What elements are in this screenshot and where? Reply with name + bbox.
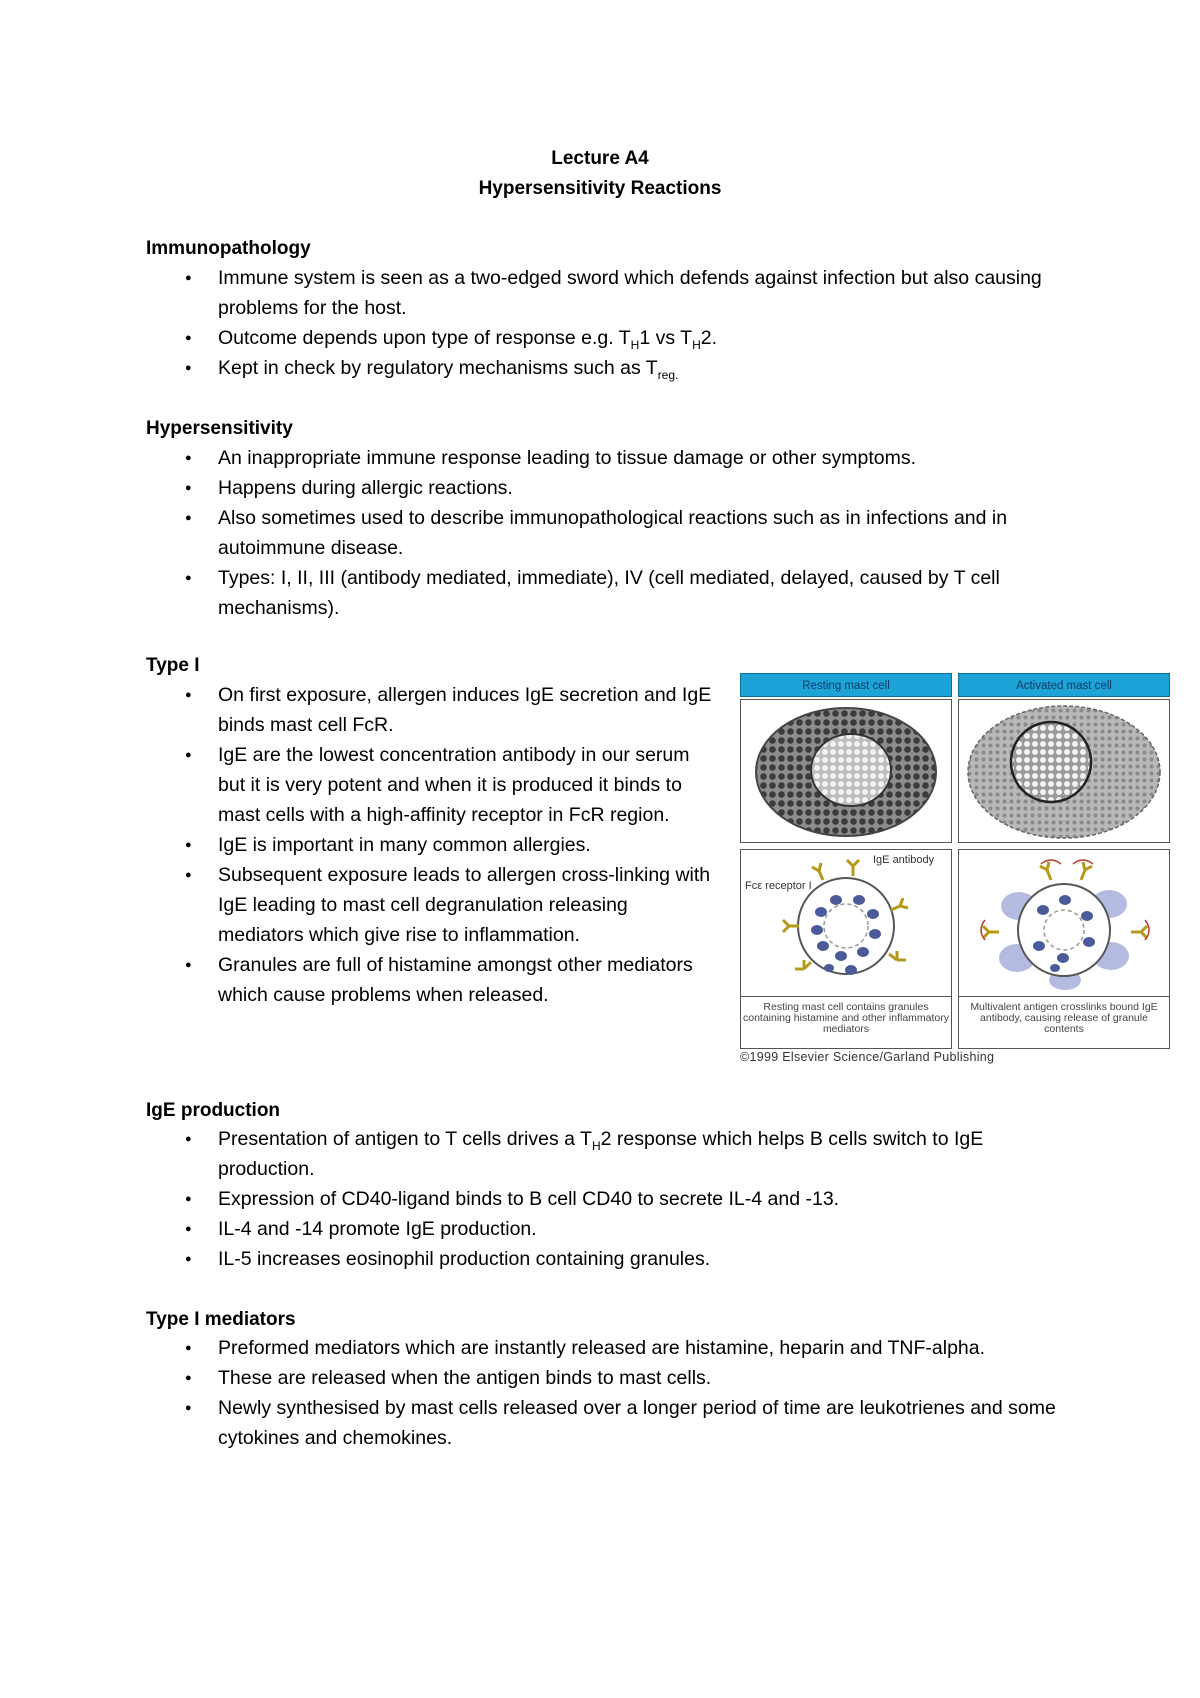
list-item <box>0 1244 1068 1274</box>
text-run: 1 vs T <box>639 327 693 349</box>
section-heading-immunopathology: Immunopathology <box>146 238 311 259</box>
list-item-text: Expression of CD40-ligand binds to B cell CD40 to secrete IL-4 and -13. <box>218 1188 840 1210</box>
list-item <box>0 473 1068 503</box>
subscript: H <box>692 337 701 352</box>
subscript: H <box>591 1138 601 1153</box>
resting-panel-header: Resting mast cell <box>740 673 952 697</box>
text-run: Kept in check by regulatory mechanisms such as T <box>218 357 658 379</box>
immunopathology-list <box>0 263 1068 383</box>
mast-cell-figure <box>740 673 1172 1073</box>
lecture-subtitle: Hypersensitivity Reactions <box>478 178 722 199</box>
type-i-mediators-list <box>0 1333 1068 1453</box>
list-item-text: Immune system is seen as a two-edged sword which defends against infection but also causing problems for the host. <box>218 267 1042 319</box>
list-item <box>0 353 1068 383</box>
list-item-text: IgE are the lowest concentration antibody in our serum but it is very potent and when it is produced it binds to mast cells with a high-affinity receptor in FcR region. <box>218 744 690 826</box>
hypersensitivity-list <box>0 443 1068 623</box>
text-run: 2 response which helps B cells switch to IgE production. <box>218 1128 984 1180</box>
resting-diagram <box>740 849 952 997</box>
section-heading-ige-production: IgE production <box>146 1100 281 1121</box>
ige-antibody-label: IgE antibody <box>873 854 935 866</box>
list-item-text: Happens during allergic reactions. <box>218 477 513 499</box>
list-item-text <box>218 327 718 352</box>
text-run: 2. <box>700 327 718 349</box>
list-item-text: IL-5 increases eosinophil production containing granules. <box>218 1248 711 1270</box>
fc-receptor-label: Fcε receptor I <box>745 880 812 892</box>
text-run: Presentation of antigen to T cells drives a T <box>218 1128 592 1150</box>
resting-caption: Resting mast cell contains granules containing histamine and other inflammatory mediators <box>740 997 952 1049</box>
list-item <box>0 503 1068 563</box>
list-item <box>0 1393 1068 1453</box>
list-item <box>0 830 718 860</box>
activated-micrograph <box>958 699 1170 843</box>
resting-mast-cell-diagram <box>741 850 951 996</box>
list-item-text <box>218 1128 983 1180</box>
activated-cell-image <box>959 700 1169 842</box>
list-item <box>0 323 1068 353</box>
activated-caption: Multivalent antigen crosslinks bound IgE antibody, causing release of granule contents <box>958 997 1170 1049</box>
list-item <box>0 860 718 950</box>
ige-production-list <box>0 1124 1068 1274</box>
subscript: reg. <box>657 367 679 382</box>
section-heading-hypersensitivity: Hypersensitivity <box>146 418 293 439</box>
list-item-text: Preformed mediators which are instantly released are histamine, heparin and TNF-alpha. <box>218 1337 986 1359</box>
figure-credit: ©1999 Elsevier Science/Garland Publishing <box>740 1050 995 1064</box>
list-item <box>0 263 1068 323</box>
list-item-text: An inappropriate immune response leading to tissue damage or other symptoms. <box>218 447 917 469</box>
list-item-text: IgE is important in many common allergies. <box>218 834 591 856</box>
list-item <box>0 1124 1068 1184</box>
list-item-text: Subsequent exposure leads to allergen cross-linking with IgE leading to mast cell degranulation releasing mediators which give rise to inflammation. <box>218 864 711 946</box>
list-item-text <box>218 357 679 382</box>
list-item-text: Granules are full of histamine amongst other mediators which cause problems when released. <box>218 954 693 1006</box>
list-item-text: Also sometimes used to describe immunopathological reactions such as in infections and in autoimmune disease. <box>218 507 1008 559</box>
list-item-text: On first exposure, allergen induces IgE secretion and IgE binds mast cell FcR. <box>218 684 712 736</box>
activated-diagram <box>958 849 1170 997</box>
resting-micrograph <box>740 699 952 843</box>
type-i-list <box>0 680 718 1010</box>
list-item <box>0 563 1068 623</box>
section-heading-type-i-mediators: Type I mediators <box>146 1309 296 1330</box>
list-item-text: These are released when the antigen binds to mast cells. <box>218 1367 712 1389</box>
list-item <box>0 1184 1068 1214</box>
section-heading-type-i: Type I <box>146 655 200 676</box>
list-item-text: Newly synthesised by mast cells released over a longer period of time are leukotrienes and some cytokines and chemokines. <box>218 1397 1056 1449</box>
list-item <box>0 443 1068 473</box>
list-item <box>0 950 718 1010</box>
activated-panel-header: Activated mast cell <box>958 673 1170 697</box>
list-item <box>0 1363 1068 1393</box>
list-item <box>0 680 718 740</box>
list-item-text: IL-4 and -14 promote IgE production. <box>218 1218 537 1240</box>
lecture-title: Lecture A4 <box>551 148 649 169</box>
list-item <box>0 1333 1068 1363</box>
subscript: H <box>630 337 640 352</box>
list-item <box>0 740 718 830</box>
list-item-text: Types: I, II, III (antibody mediated, immediate), IV (cell mediated, delayed, caused by T cell mechanisms). <box>218 567 1000 619</box>
resting-cell-image <box>741 700 951 842</box>
list-item <box>0 1214 1068 1244</box>
text-run: Outcome depends upon type of response e.g. T <box>218 327 631 349</box>
activated-mast-cell-diagram <box>959 850 1169 996</box>
